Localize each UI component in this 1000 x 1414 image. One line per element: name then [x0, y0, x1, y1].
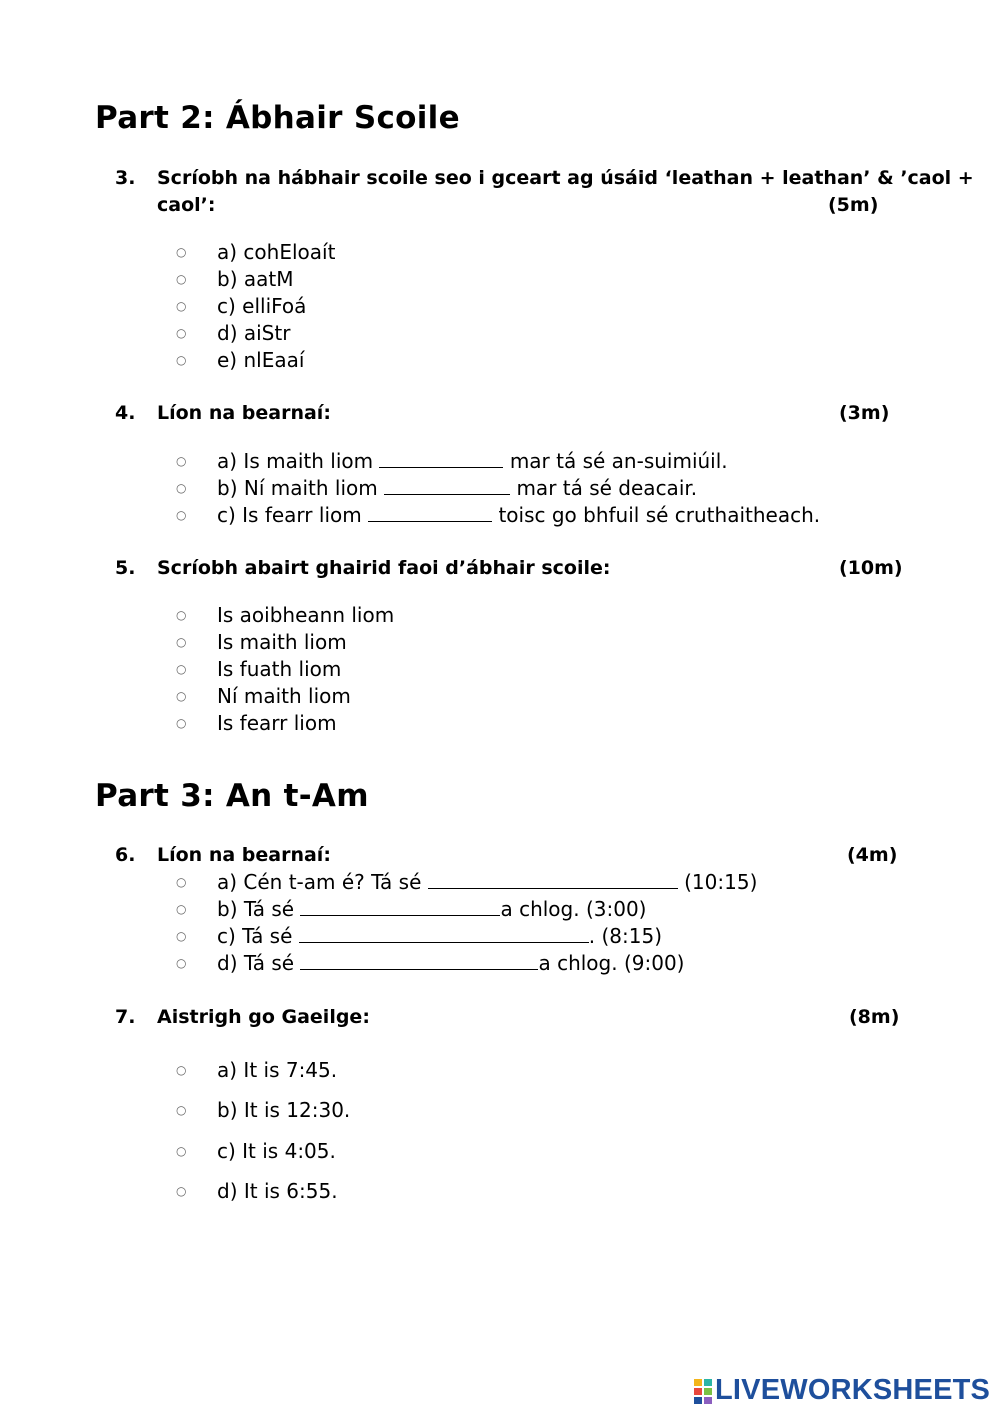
bullet-icon: ○: [176, 325, 187, 340]
bullet-icon: ○: [176, 928, 187, 943]
list-item: ○ Is aoibheann liom: [176, 603, 395, 627]
question-5-marks: (10m): [839, 557, 903, 579]
list-item: ○ a) cohEloaít: [176, 240, 336, 264]
bullet-icon: ○: [176, 453, 187, 468]
bullet-icon: ○: [176, 955, 187, 970]
question-7-number: 7.: [115, 1006, 136, 1028]
list-item: ○ c) Tá sé . (8:15): [176, 924, 662, 948]
question-7-marks: (8m): [849, 1006, 900, 1028]
list-item: ○ b) Tá sé a chlog. (3:00): [176, 897, 647, 921]
list-item: ○ Is fearr liom: [176, 711, 337, 735]
bullet-icon: ○: [176, 244, 187, 259]
bullet-icon: ○: [176, 688, 187, 703]
answer-blank[interactable]: [379, 449, 503, 468]
list-item: ○ a) Is maith liom mar tá sé an-suimiúil.: [176, 449, 728, 473]
bullet-icon: ○: [176, 298, 187, 313]
question-5-text: Scríobh abairt ghairid faoi d’ábhair scoile:: [157, 557, 611, 579]
bullet-icon: ○: [176, 1143, 187, 1158]
bullet-icon: ○: [176, 607, 187, 622]
question-4-text: Líon na bearnaí:: [157, 402, 331, 424]
question-6-number: 6.: [115, 844, 136, 866]
list-item: ○ Ní maith liom: [176, 684, 351, 708]
bullet-icon: ○: [176, 271, 187, 286]
list-item: ○ Is fuath liom: [176, 657, 342, 681]
list-item: ○ c) Is fearr liom toisc go bhfuil sé cruthaitheach.: [176, 503, 821, 527]
bullet-icon: ○: [176, 901, 187, 916]
liveworksheets-logo: [693, 1374, 990, 1407]
bullet-icon: ○: [176, 715, 187, 730]
bullet-icon: ○: [176, 480, 187, 495]
list-item: ○ e) nlEaaí: [176, 348, 305, 372]
liveworksheets-logo-icon: [693, 1377, 713, 1405]
bullet-icon: ○: [176, 1102, 187, 1117]
question-3-text-line2: caol’:: [157, 194, 216, 216]
liveworksheets-logo-text: LIVEWORKSHEETS: [715, 1374, 991, 1406]
list-item: ○ c) It is 4:05.: [176, 1139, 336, 1163]
part-2-title: Part 2: Ábhair Scoile: [95, 100, 460, 136]
list-item: ○ b) aatM: [176, 267, 294, 291]
list-item: ○ b) It is 12:30.: [176, 1098, 351, 1122]
question-3-number: 3.: [115, 167, 136, 189]
bullet-icon: ○: [176, 507, 187, 522]
question-4-number: 4.: [115, 402, 136, 424]
answer-blank[interactable]: [384, 476, 510, 495]
part-3-title: Part 3: An t-Am: [95, 778, 369, 814]
answer-blank[interactable]: [368, 503, 492, 522]
answer-blank[interactable]: [300, 951, 538, 970]
answer-blank[interactable]: [299, 924, 589, 943]
list-item: ○ b) Ní maith liom mar tá sé deacair.: [176, 476, 698, 500]
list-item: ○ d) Tá sé a chlog. (9:00): [176, 951, 685, 975]
list-item: ○ d) It is 6:55.: [176, 1179, 338, 1203]
bullet-icon: ○: [176, 661, 187, 676]
answer-blank[interactable]: [428, 870, 678, 889]
question-3-text-line1: Scríobh na hábhair scoile seo i gceart ag úsáid ‘leathan + leathan’ & ’caol +: [157, 167, 974, 189]
question-5-number: 5.: [115, 557, 136, 579]
list-item: ○ Is maith liom: [176, 630, 347, 654]
list-item: ○ d) aiStr: [176, 321, 291, 345]
question-7-text: Aistrigh go Gaeilge:: [157, 1006, 370, 1028]
bullet-icon: ○: [176, 352, 187, 367]
question-4-marks: (3m): [839, 402, 890, 424]
bullet-icon: ○: [176, 634, 187, 649]
question-6-text: Líon na bearnaí:: [157, 844, 331, 866]
list-item: ○ c) elliFoá: [176, 294, 307, 318]
bullet-icon: ○: [176, 874, 187, 889]
list-item: ○ a) Cén t-am é? Tá sé (10:15): [176, 870, 758, 894]
bullet-icon: ○: [176, 1183, 187, 1198]
list-item: ○ a) It is 7:45.: [176, 1058, 338, 1082]
question-3-marks: (5m): [828, 194, 879, 216]
bullet-icon: ○: [176, 1062, 187, 1077]
question-6-marks: (4m): [847, 844, 898, 866]
answer-blank[interactable]: [300, 897, 500, 916]
